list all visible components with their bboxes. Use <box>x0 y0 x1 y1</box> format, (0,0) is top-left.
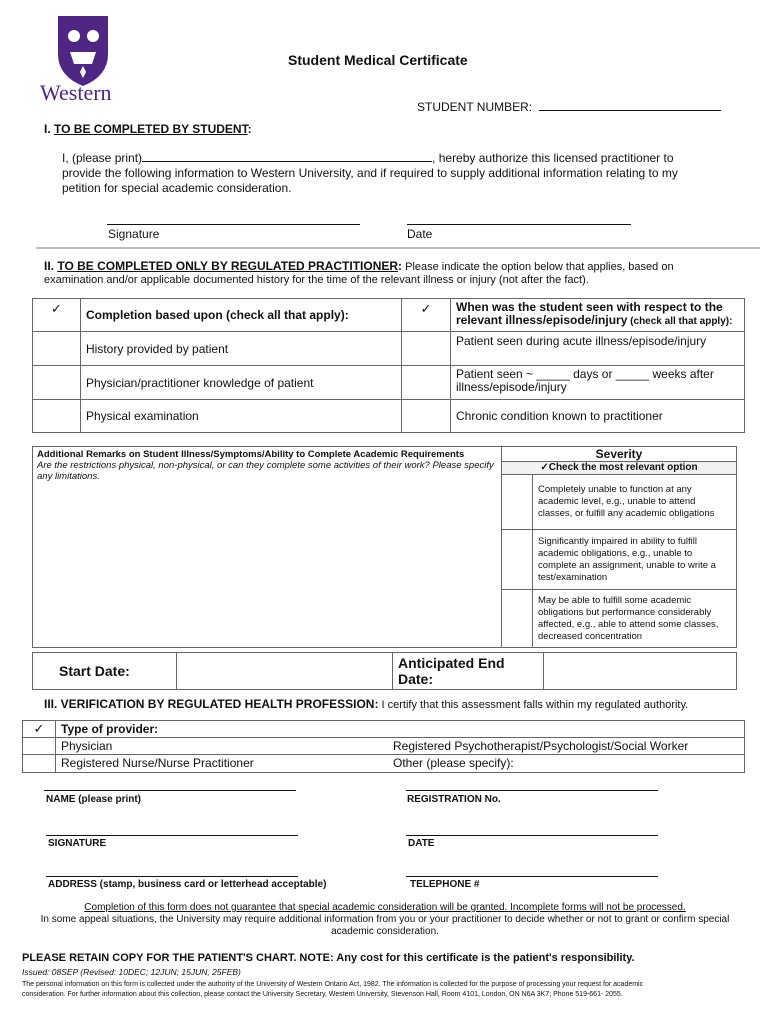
completion-basis-table <box>32 298 745 433</box>
student-signature-line[interactable] <box>107 224 360 225</box>
option-acute: Patient seen during acute illness/episode/injury <box>451 332 745 366</box>
divider <box>36 247 760 249</box>
name-line[interactable] <box>44 790 296 791</box>
practitioner-date-label: DATE <box>408 838 435 849</box>
check-mark-icon: ✓ <box>33 299 81 332</box>
registration-line[interactable] <box>406 790 658 791</box>
severity-option-2: Significantly impaired in ability to fulfill academic obligations, e.g., unable to complete an assignment, unable to write a test/examination <box>533 530 737 590</box>
checkbox-physician[interactable] <box>23 738 56 755</box>
address-label: ADDRESS (stamp, business card or letterhead acceptable) <box>48 879 327 890</box>
start-date-field[interactable] <box>177 653 393 690</box>
severity-option-3: May be able to fulfill some academic obligations but performance considerably affected, e.g., able to attend some classes, decreased concentration <box>533 590 737 648</box>
checkbox-history[interactable] <box>33 332 81 366</box>
dates-table <box>32 652 737 690</box>
logo-wordmark: Western <box>40 80 112 105</box>
form-title: Student Medical Certificate <box>288 52 468 68</box>
check-mark-icon: ✓ <box>402 299 451 332</box>
telephone-label: TELEPHONE # <box>410 879 480 890</box>
section-1-heading: I. TO BE COMPLETED BY STUDENT: <box>44 122 252 136</box>
student-number-field[interactable] <box>417 100 721 114</box>
practitioner-date-line[interactable] <box>406 835 658 836</box>
student-date-line[interactable] <box>407 224 631 225</box>
section-1-authorization-text: I, (please print) , hereby authorize this licensed practitioner to provide the following information to Western University, and if required to supply additional information relating to my petition for special academic consideration. <box>62 151 678 195</box>
remarks-subtitle: Are the restrictions physical, non-physical, or can they complete some activities of their work? Please specify any limitations. <box>37 460 494 482</box>
option-knowledge: Physician/practitioner knowledge of patient <box>81 366 402 400</box>
issued-date: Issued: 08SEP (Revised: 10DEC; 12JUN; 15JUN, 25FEB) <box>22 967 241 977</box>
end-date-label: Anticipated End Date: <box>393 653 544 690</box>
privacy-notice: The personal information on this form is collected under the authority of the University of Western Ontario Act, 1982. The information is collected for the purpose of processing your request for academic consideration. For further information about this collection, please contact the University Secretary, Western University, Stevenson Hall, Room 4101, London, ON N6A 3K7; Phone 519-661- 2055. <box>22 981 644 998</box>
checkbox-knowledge[interactable] <box>33 366 81 400</box>
completion-basis-header: Completion based upon (check all that apply): <box>81 299 402 332</box>
telephone-line[interactable] <box>406 876 658 877</box>
name-label: NAME (please print) <box>46 794 142 805</box>
practitioner-signature-label: SIGNATURE <box>48 838 107 849</box>
registration-label: REGISTRATION No. <box>407 794 501 805</box>
address-line[interactable] <box>46 876 298 877</box>
option-chronic: Chronic condition known to practitioner <box>451 400 745 433</box>
provider-nurse: Registered Nurse/Nurse Practitioner <box>56 755 389 773</box>
check-mark-icon: ✓ <box>23 721 56 738</box>
start-date-label: Start Date: <box>33 653 177 690</box>
checkbox-nurse[interactable] <box>23 755 56 773</box>
footer-notice: Completion of this form does not guarantee that special academic consideration will be granted. Incomplete forms will not be processed. In some appeal situations, the University may require additional information from you or your practitioner to decide whether or not to grant or confirm special academic consideration. <box>40 902 730 937</box>
checkbox-seen-after[interactable] <box>402 366 451 400</box>
student-number-line[interactable] <box>539 110 721 111</box>
section-3-heading: III. VERIFICATION BY REGULATED HEALTH PROFESSION: I certify that this assessment falls within my regulated authority. <box>44 697 689 711</box>
provider-type-label: Type of provider: <box>56 721 745 738</box>
end-date-field[interactable] <box>544 653 737 690</box>
option-seen-after: Patient seen ~ _____ days or _____ weeks after illness/episode/injury <box>451 366 745 400</box>
seen-when-header: When was the student seen with respect to the relevant illness/episode/injury (check all that apply): <box>451 299 745 332</box>
option-physical: Physical examination <box>81 400 402 433</box>
practitioner-signature-line[interactable] <box>46 835 298 836</box>
student-number-label: STUDENT NUMBER: <box>417 100 533 114</box>
student-date-label: Date <box>407 227 433 241</box>
checkbox-acute[interactable] <box>402 332 451 366</box>
student-name-line[interactable] <box>142 161 432 162</box>
checkbox-chronic[interactable] <box>402 400 451 433</box>
remarks-severity-table <box>32 446 737 648</box>
provider-other: Other (please specify): <box>388 755 745 773</box>
remarks-title: Additional Remarks on Student Illness/Symptoms/Ability to Complete Academic Requirements <box>37 449 465 460</box>
section-2-heading: II. TO BE COMPLETED ONLY BY REGULATED PRACTITIONER: Please indicate the option below that applies, based on examination and/or applicable documented history for the time of the relevant illness or injury (not after the fact). <box>44 259 674 286</box>
provider-psychotherapist: Registered Psychotherapist/Psychologist/Social Worker <box>388 738 745 755</box>
retain-copy-notice: PLEASE RETAIN COPY FOR THE PATIENT'S CHART. NOTE: Any cost for this certificate is the patient's responsibility. <box>22 952 635 964</box>
checkbox-severity-3[interactable] <box>502 590 533 648</box>
provider-physician: Physician <box>56 738 389 755</box>
remarks-box[interactable] <box>33 447 502 648</box>
checkbox-severity-2[interactable] <box>502 530 533 590</box>
option-history: History provided by patient <box>81 332 402 366</box>
checkbox-physical[interactable] <box>33 400 81 433</box>
severity-subtitle: ✓Check the most relevant option <box>502 462 737 475</box>
checkbox-severity-1[interactable] <box>502 475 533 530</box>
provider-type-table <box>22 720 745 773</box>
severity-title: Severity <box>502 447 737 462</box>
severity-option-1: Completely unable to function at any academic level, e.g., unable to attend classes, or fulfill any academic obligations <box>533 475 737 530</box>
student-signature-label: Signature <box>108 227 160 241</box>
